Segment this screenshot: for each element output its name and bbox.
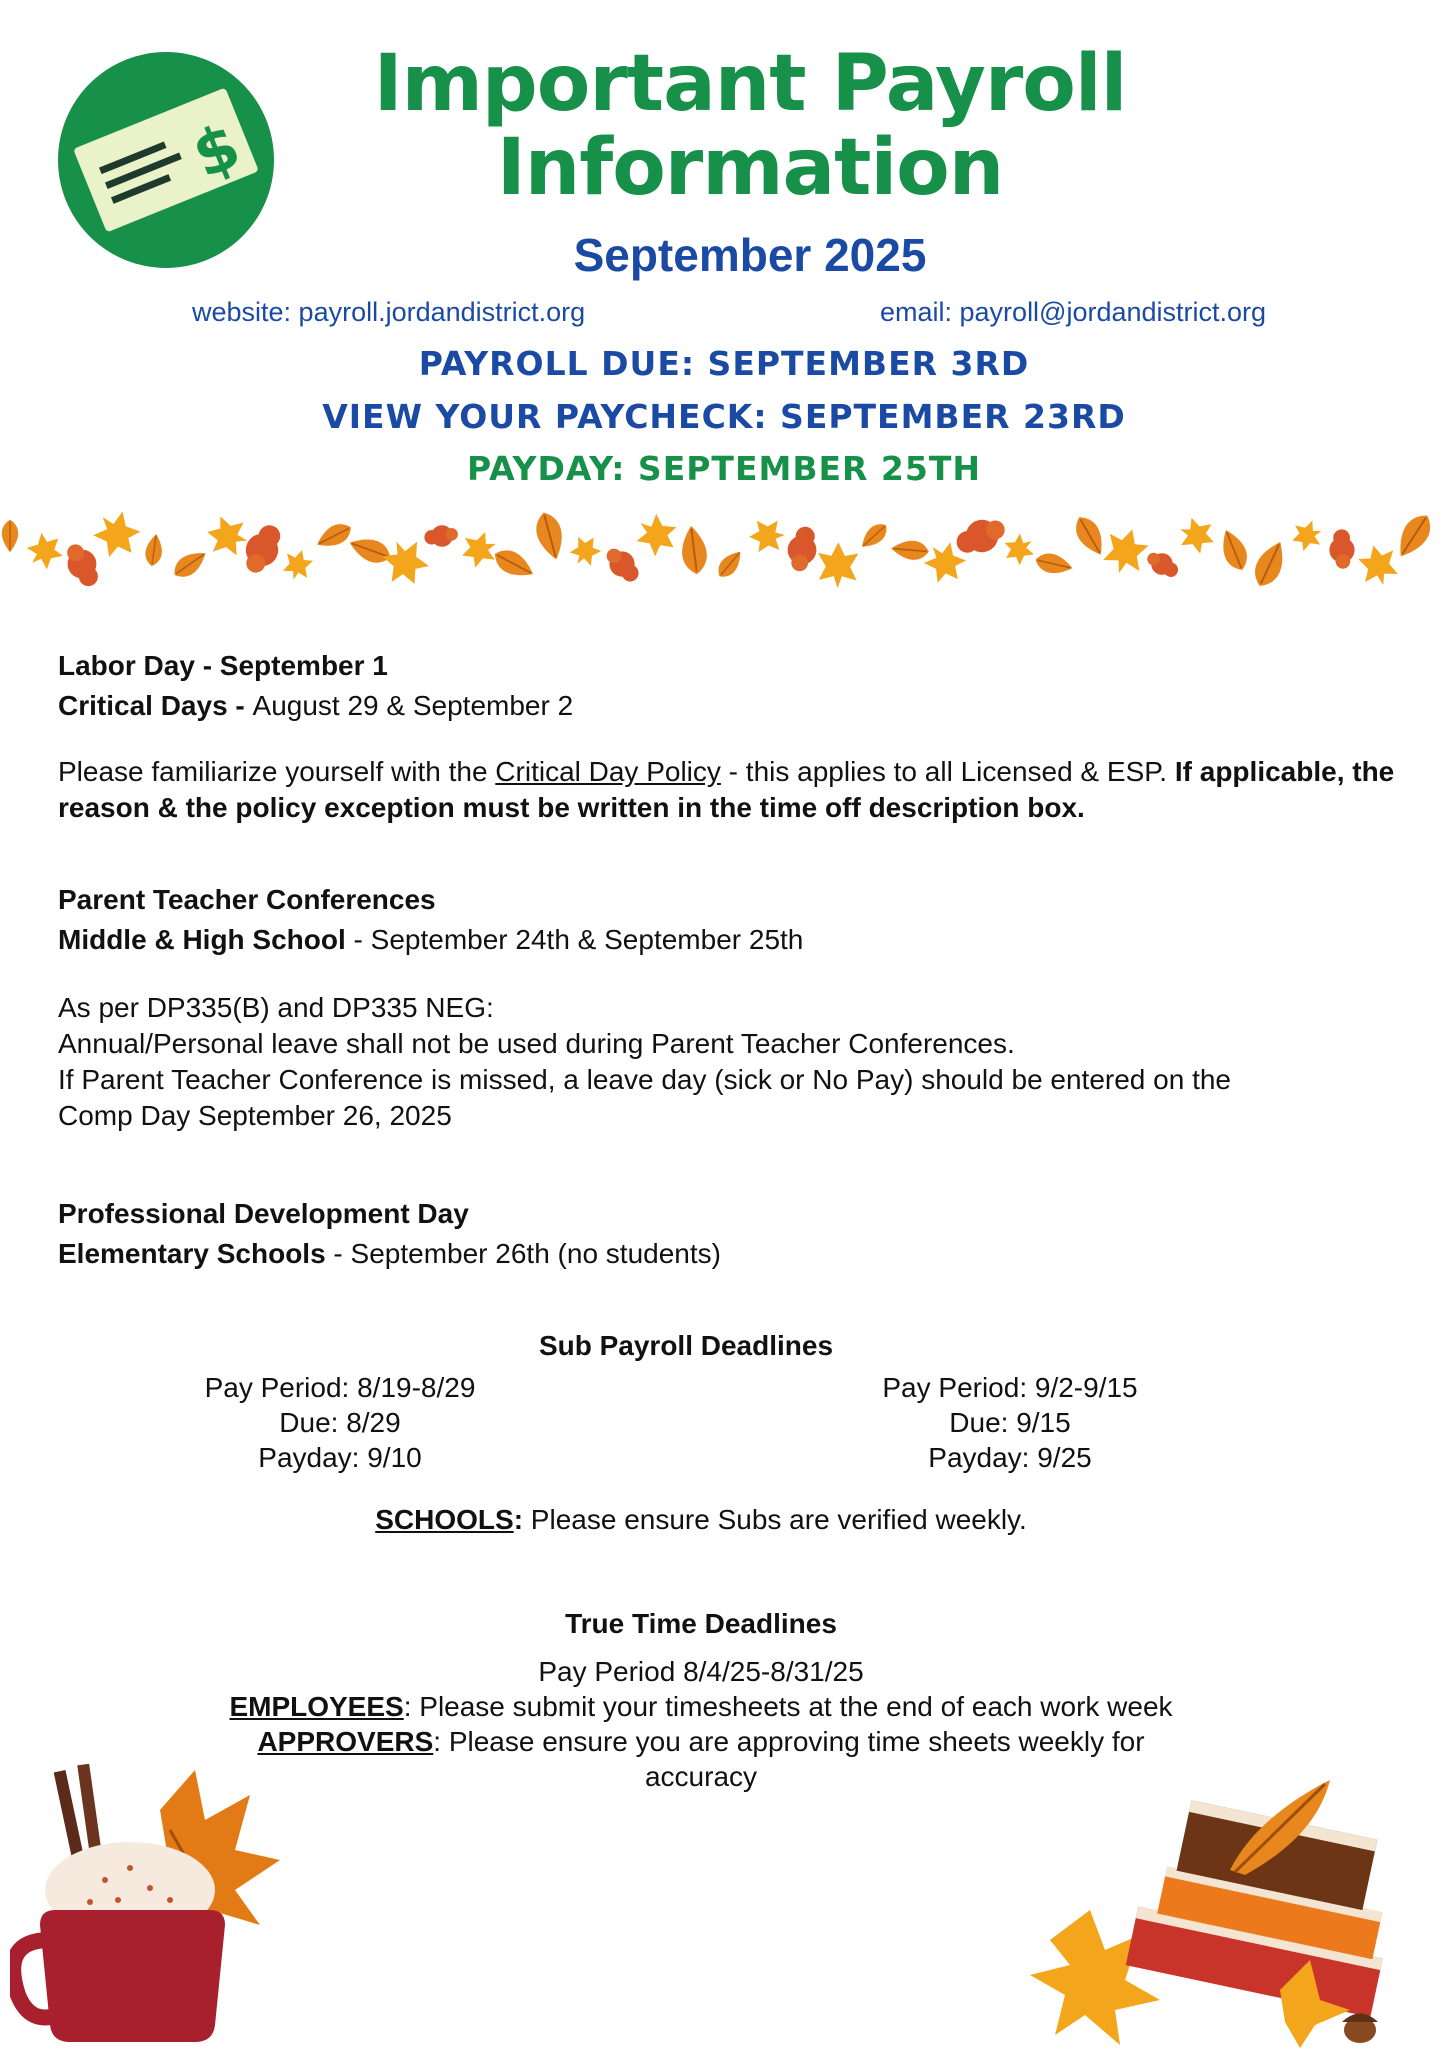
sub-payroll-left xyxy=(140,1370,540,1475)
schools-colon: : xyxy=(513,1504,524,1535)
leaf-icon xyxy=(955,515,1006,558)
left-due: Due: 8/29 xyxy=(279,1407,401,1438)
leaf-icon xyxy=(713,546,746,581)
ptc-sub-label: Middle & High School xyxy=(58,924,346,955)
leaf-icon xyxy=(457,529,501,570)
labor-day-heading: Labor Day - September 1 xyxy=(58,650,388,681)
left-payday: Payday: 9/10 xyxy=(258,1442,422,1473)
right-payday: Payday: 9/25 xyxy=(928,1442,1092,1473)
title-line-1: Important Payroll xyxy=(373,39,1127,129)
approvers-label: APPROVERS xyxy=(257,1726,434,1757)
leaf-icon xyxy=(346,532,394,567)
leaf-icon xyxy=(2,520,18,552)
policy-post: - this applies to all Licensed & ESP. xyxy=(720,756,1175,787)
leaf-icon xyxy=(1391,509,1438,563)
leaf-icon xyxy=(999,530,1039,569)
payroll-due: PAYROLL DUE: SEPTEMBER 3RD xyxy=(418,344,1030,383)
leaf-icon xyxy=(169,545,211,582)
leaf-icon xyxy=(87,505,147,566)
leaf-icon xyxy=(748,519,785,552)
leaf-icon xyxy=(890,539,929,561)
leaf-icon xyxy=(1216,526,1252,574)
critical-days-dates: August 29 & September 2 xyxy=(252,690,574,721)
leaf-icon xyxy=(203,514,250,558)
leaf-icon xyxy=(21,527,69,574)
dollar-check-icon xyxy=(56,50,276,270)
ptc-heading: Parent Teacher Conferences xyxy=(58,884,436,915)
leaf-icon xyxy=(422,519,460,554)
leaf-icon xyxy=(679,524,709,575)
employees-line xyxy=(0,1689,1402,1724)
sub-payroll-heading: Sub Payroll Deadlines xyxy=(538,1330,834,1361)
employees-label: EMPLOYEES xyxy=(229,1691,404,1722)
leaf-icon xyxy=(234,521,292,576)
leaf-icon xyxy=(65,544,100,587)
true-time-period: Pay Period 8/4/25-8/31/25 xyxy=(538,1656,864,1687)
left-pay-period: Pay Period: 8/19-8/29 xyxy=(204,1372,476,1403)
website-link[interactable]: website: payroll.jordandistrict.org xyxy=(192,297,586,327)
email-link[interactable]: email: payroll@jordandistrict.org xyxy=(880,297,1267,327)
right-pay-period: Pay Period: 9/2-9/15 xyxy=(882,1372,1138,1403)
approvers-text: : Please ensure you are approving time sheets weekly for xyxy=(433,1726,1145,1757)
view-paycheck: VIEW YOUR PAYCHECK: SEPTEMBER 23RD xyxy=(322,397,1126,436)
critical-day-policy-link[interactable]: Critical Day Policy xyxy=(495,756,721,787)
schools-note xyxy=(0,1502,1402,1538)
leaf-icon xyxy=(144,533,165,567)
leaf-icon xyxy=(490,544,538,583)
ptc-line-1: As per DP335(B) and DP335 NEG: xyxy=(58,992,494,1023)
sub-payroll-right xyxy=(810,1370,1210,1475)
employees-text: : Please submit your timesheets at the end of each work week xyxy=(403,1691,1173,1722)
policy-pre: Please familiarize yourself with the xyxy=(58,756,496,787)
ptc-sub-dates: - September 24th & September 25th xyxy=(345,924,804,955)
pd-sub-line xyxy=(58,1236,721,1272)
leaf-icon xyxy=(532,509,568,562)
leaf-icon xyxy=(1033,550,1074,577)
schools-text: Please ensure Subs are verified weekly. xyxy=(523,1504,1027,1535)
leaf-icon xyxy=(817,542,858,589)
schools-label: SCHOOLS xyxy=(375,1504,514,1535)
book-stack-with-leaves-icon xyxy=(1030,1760,1448,2048)
approvers-line-2: accuracy xyxy=(644,1761,758,1792)
svg-text:$: $ xyxy=(182,108,250,193)
true-time-heading: True Time Deadlines xyxy=(565,1608,837,1639)
payday: PAYDAY: SEPTEMBER 25TH xyxy=(467,449,981,488)
leaf-icon xyxy=(1249,537,1292,591)
month-heading: September 2025 xyxy=(573,229,927,281)
leaf-icon xyxy=(1288,518,1325,553)
autumn-leaves-garland xyxy=(0,505,1448,595)
leaf-icon xyxy=(605,545,640,585)
pd-heading: Professional Development Day xyxy=(58,1198,469,1229)
ptc-line-4: Comp Day September 26, 2025 xyxy=(58,1100,452,1131)
leaf-icon xyxy=(1070,512,1110,560)
leaf-icon xyxy=(313,519,355,553)
hot-cocoa-mug-icon xyxy=(10,1750,300,2048)
ptc-line-3: If Parent Teacher Conference is missed, a leave day (sick or No Pay) should be entered on the xyxy=(58,1064,1232,1095)
pd-sub-label: Elementary Schools xyxy=(58,1238,326,1269)
leaf-icon xyxy=(1356,541,1401,589)
title-line-2: Information xyxy=(496,123,1004,213)
leaf-icon xyxy=(281,546,315,583)
policy-bold-note: If applicable, the reason & the policy exception must be written in the time off description box. xyxy=(58,756,1395,823)
right-due: Due: 9/15 xyxy=(949,1407,1071,1438)
critical-days-label: Critical Days - xyxy=(58,690,253,721)
pd-sub-dates: - September 26th (no students) xyxy=(325,1238,721,1269)
leaf-icon xyxy=(1145,546,1180,584)
leaf-icon xyxy=(1100,523,1152,579)
leaf-icon xyxy=(1175,515,1220,557)
leaf-icon xyxy=(566,531,605,571)
critical-day-policy-paragraph xyxy=(58,754,1398,826)
leaf-icon xyxy=(378,534,433,592)
critical-days-line xyxy=(58,688,573,724)
leaf-icon xyxy=(1321,526,1363,571)
leaf-icon xyxy=(630,509,684,562)
leaf-icon xyxy=(777,523,829,575)
ptc-line-2: Annual/Personal leave shall not be used during Parent Teacher Conferences. xyxy=(58,1028,1015,1059)
leaf-icon xyxy=(857,519,892,553)
ptc-sub-line xyxy=(58,922,803,958)
